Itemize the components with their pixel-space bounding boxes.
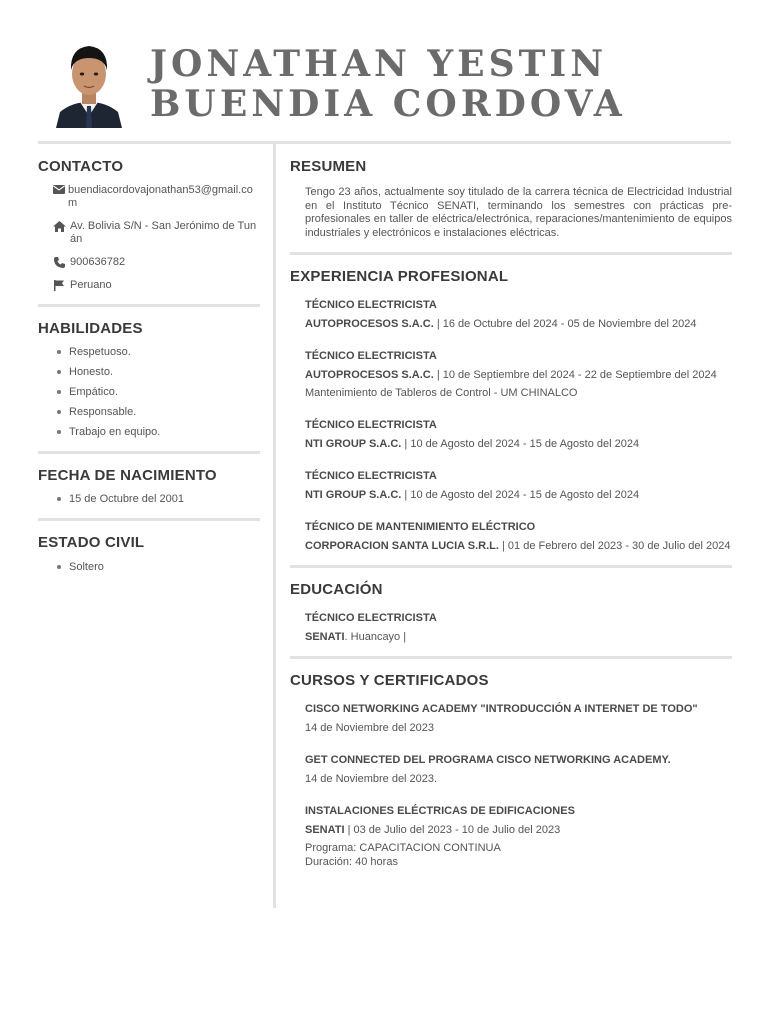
job-line [305, 539, 732, 553]
divider [38, 304, 260, 307]
degree-title: TÉCNICO ELECTRICISTA [305, 612, 437, 624]
skills-title: HABILIDADES [38, 320, 143, 337]
left-column [38, 144, 260, 577]
job-line [305, 437, 732, 451]
column-divider [273, 144, 276, 908]
name-line-1: JONATHAN YESTIN [150, 43, 608, 85]
envelope-icon [50, 184, 68, 194]
list-item: 15 de Octubre del 2001 [38, 489, 260, 509]
experience-entry [305, 349, 732, 400]
list-item: Honesto. [38, 362, 260, 382]
home-icon [50, 220, 68, 232]
full-name [150, 44, 626, 124]
job-role: TÉCNICO DE MANTENIMIENTO ELÉCTRICO [305, 521, 536, 533]
job-company: NTI GROUP S.A.C. [305, 438, 402, 450]
contact-address [50, 220, 260, 246]
list-item: Responsable. [38, 402, 260, 422]
course-date: 14 de Noviembre del 2023. [305, 773, 438, 785]
course-duration: Duración: 40 horas [305, 856, 398, 868]
education-title: EDUCACIÓN [290, 581, 383, 598]
contact-email [50, 184, 260, 210]
civil-title: ESTADO CIVIL [38, 534, 145, 551]
experience-entry [305, 418, 732, 451]
job-role: TÉCNICO ELECTRICISTA [305, 350, 437, 362]
experience-title: EXPERIENCIA PROFESIONAL [290, 268, 509, 285]
list-item: Respetuoso. [38, 342, 260, 362]
course-dates: | 03 de Julio del 2023 - 10 de Julio del 2023 [344, 824, 561, 836]
course-entry [305, 804, 732, 869]
divider [290, 565, 732, 568]
phone-icon [50, 256, 68, 268]
course-date: 14 de Noviembre del 2023 [305, 722, 435, 734]
course-name: CISCO NETWORKING ACADEMY "INTRODUCCIÓN A INTERNET DE TODO" [305, 703, 698, 715]
course-name: INSTALACIONES ELÉCTRICAS DE EDIFICACIONES [305, 805, 575, 817]
divider [38, 518, 260, 521]
list-item: Empático. [38, 382, 260, 402]
divider [38, 451, 260, 454]
summary-text: Tengo 23 años, actualmente soy titulado de la carrera técnica de Electricidad Industrial en el Instituto Técnico SENATI, terminando los semestres con prácticas pre-profesionales en taller de eléctrica/electrónica, reparaciones/mantenimiento de equipos industriales y electrónicos e instalaciones eléctricas. [305, 186, 732, 239]
job-company: AUTOPROCESOS S.A.C. [305, 369, 434, 381]
resume-header [0, 0, 768, 140]
job-dates: | 10 de Septiembre del 2024 - 22 de Septiembre del 2024 [433, 369, 717, 381]
civil-list [38, 557, 260, 577]
name-line-2: BUENDIA CORDOVA [150, 83, 626, 125]
job-dates: | 16 de Octubre del 2024 - 05 de Noviembre del 2024 [433, 318, 697, 330]
experience-entry [305, 520, 732, 553]
job-dates: | 01 de Febrero del 2023 - 30 de Julio del 2024 [498, 540, 731, 552]
course-entry [305, 753, 732, 786]
job-dates: | 10 de Agosto del 2024 - 15 de Agosto del 2024 [401, 489, 640, 501]
course-program: Programa: CAPACITACION CONTINUA [305, 842, 501, 854]
summary-title: RESUMEN [290, 158, 367, 175]
contact-nationality [50, 279, 260, 292]
flag-icon [50, 279, 68, 291]
job-line [305, 488, 732, 502]
job-line [305, 317, 732, 331]
address-text: Av. Bolivia S/N - San Jerónimo de Tunán [70, 220, 257, 245]
education-entry [305, 611, 732, 644]
school-place: . Huancayo | [344, 631, 407, 643]
job-role: TÉCNICO ELECTRICISTA [305, 419, 437, 431]
birth-title: FECHA DE NACIMIENTO [38, 467, 217, 484]
course-org: SENATI [305, 824, 345, 836]
school-line [305, 630, 732, 644]
right-column [290, 144, 732, 869]
course-name: GET CONNECTED DEL PROGRAMA CISCO NETWORKING ACADEMY. [305, 754, 671, 766]
job-note: Mantenimiento de Tableros de Control - UM CHINALCO [305, 387, 578, 399]
courses-title: CURSOS Y CERTIFICADOS [290, 672, 489, 689]
job-role: TÉCNICO ELECTRICISTA [305, 299, 437, 311]
skills-list [38, 342, 260, 442]
job-company: CORPORACION SANTA LUCIA S.R.L. [305, 540, 499, 552]
course-entry [305, 702, 732, 735]
job-role: TÉCNICO ELECTRICISTA [305, 470, 437, 482]
list-item: Soltero [38, 557, 260, 577]
contact-phone [50, 256, 260, 269]
experience-entry [305, 298, 732, 331]
profile-photo [52, 36, 126, 128]
divider [290, 252, 732, 255]
divider [290, 656, 732, 659]
nationality-text: Peruano [70, 279, 112, 291]
job-dates: | 10 de Agosto del 2024 - 15 de Agosto del 2024 [401, 438, 640, 450]
experience-entry [305, 469, 732, 502]
job-line [305, 368, 732, 382]
birth-list [38, 489, 260, 509]
school-name: SENATI [305, 631, 345, 643]
job-company: AUTOPROCESOS S.A.C. [305, 318, 434, 330]
course-line [305, 823, 732, 837]
list-item: Trabajo en equipo. [38, 422, 260, 442]
job-company: NTI GROUP S.A.C. [305, 489, 402, 501]
phone-text: 900636782 [70, 256, 126, 268]
email-text: buendiacordovajonathan53@gmail.com [68, 184, 253, 209]
contact-title: CONTACTO [38, 158, 124, 175]
